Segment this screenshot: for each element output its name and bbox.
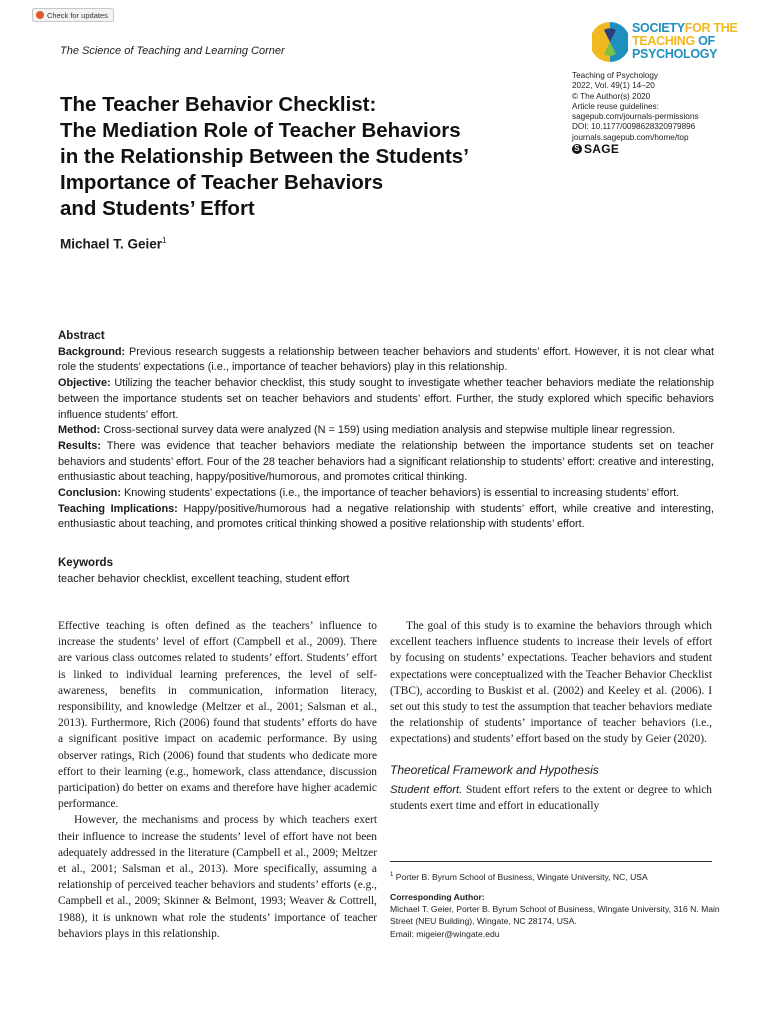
abstract-background: Background: Previous research suggests a relationship between teacher behaviors and students’ effort. However, it is not clear what role the students’ expectations (i.e., importance of teacher behaviors) play in this relationship. [58,345,715,374]
section-heading: Theoretical Framework and Hypothesis [390,762,599,777]
check-for-updates-button[interactable] [32,8,114,22]
abstract-method: Method: Cross-sectional survey data were analyzed (N = 159) using mediation analysis and stepwise multiple linear regression. [58,424,676,437]
footnotes [390,869,720,940]
journal-section-label: The Science of Teaching and Learning Corner [60,45,285,57]
body-paragraph: The goal of this study is to examine the behaviors through which excellent teachers influence students to increase their levels of effort by focusing on students’ expectations. Teacher behaviors and student expectations were conceptualized with the Teacher Behavior Checklist (TBC), according to Buskist et al. (2002) and Keeley et al. (2006). I set out this study to test the assumption that teacher behaviors mediate the relationship of students’ importance of teacher behaviors (i.e., expectations) and students’ effort based on the study by Geier (2020). [390,620,712,746]
author-name: Michael T. Geier$^1$ [60,236,167,252]
sage-logo: S SAGE [572,144,752,154]
body-paragraph: Effective teaching is often defined as the teachers’ influence to increase the students’ level of effort (Campbell et al., 2009). There are various class outcomes related to students’ effort. Students’ effort is linked to individual learning preferences, the level of self-awareness, benefits in communication, information literacy, responsibility, and knowledge (Meltzer et al., 2001; Salsman et al., 2013). Furthermore, Rich (2006) found that students’ efforts do have a significant positive impact on academic performance. By using observer ratings, Rich (2006) found that students who dedicate more effort to their learning (e.g., homework, class attendance, discussion participation) do better on exams and therefore have higher academic performance. [58,620,377,811]
body-column-right [390,618,712,814]
article-meta [572,71,752,157]
title-line: in the Relationship Between the Students’ [60,145,469,168]
volume-info: 2022, Vol. 49(1) 14–20 [572,81,655,91]
corresponding-author-label: Corresponding Author: [390,892,485,903]
article-title [60,92,560,222]
footnote-divider [390,861,712,862]
reuse-label: Article reuse guidelines: [572,101,659,111]
update-icon [36,11,44,19]
corresponding-author-text: Michael T. Geier, Porter B. Byrum School of Business, Wingate University, 316 N. Main Street (NEU Building), Wingate, NC 28174, USA. [390,904,720,927]
society-emblem-icon [592,20,628,64]
journal-home-link[interactable]: journals.sagepub.com/home/top [572,132,689,142]
body-paragraph: However, the mechanisms and process by which teachers exert their influence to increase the students’ level of effort have not been adequately addressed in the literature (Campbell et al., 2009; Meltzer et al., 2001; Salsman et al., 2013). More specifically, assuming a relationship of perceived teacher behaviors and students’ efforts (e.g., Campbell et al., 2009; Skinner & Belmont, 1993; Weaver & Cottrell, 1988), it is unknown what role the students’ importance of teacher behaviors plays in this relationship. [58,814,377,940]
abstract-conclusion: Conclusion: Knowing students’ expectations (i.e., the importance of teacher behaviors) is essential to increasing students’ effort. [58,487,680,500]
reuse-link[interactable]: sagepub.com/journals-permissions [572,112,699,122]
keywords-text: teacher behavior checklist, excellent teaching, student effort [58,573,350,585]
doi[interactable]: DOI: 10.1177/0098628320979896 [572,122,696,132]
title-line: The Teacher Behavior Checklist: [60,93,377,116]
title-line: Importance of Teacher Behaviors [60,171,384,194]
abstract-objective: Objective: Utilizing the teacher behavior checklist, this study sought to investigate whether teacher behaviors mediate the relationship between the importance students set on teacher behaviors and students’ effort. Further, the study explored which specific behaviors influence students’ effort. [58,377,714,421]
author-email[interactable]: Email: migeier@wingate.edu [390,928,500,939]
title-line: and Students’ Effort [60,197,255,220]
journal-name: Teaching of Psychology [572,71,659,80]
affiliation-footnote: $^1$ Porter B. Byrum School of Business, Wingate University, NC, USA [390,871,648,882]
body-column-left [58,618,377,942]
abstract [58,329,714,533]
keywords-heading: Keywords [58,557,113,569]
title-line: The Mediation Role of Teacher Behaviors [60,119,461,142]
society-logo: SOCIETYFOR THE TEACHING OF PSYCHOLOGY [592,18,742,70]
copyright: © The Author(s) 2020 [572,91,651,101]
abstract-implications: Teaching Implications: Happy/positive/humorous had a negative relationship with students’ effort, while creative and interesting, enthusiastic about teaching, and promotes critical thinking showed a positive relationship with students’ effort. [58,502,714,531]
abstract-heading: Abstract [58,330,105,342]
abstract-results: Results: There was evidence that teacher behaviors mediate the relationship between the importance students set on teacher behaviors and students’ effort. Four of the 28 teacher behaviors had a significant relationship to students’ effort: creative and interesting, enthusiastic about teaching, happy/positive/humorous, and promotes critical thinking. [58,439,714,484]
body-paragraph: Student effort. Student effort refers to the extent or degree to which students exert time and effort in educationally [390,783,712,813]
sage-s-icon: S [572,144,582,154]
keywords [58,555,714,587]
check-for-updates-label: Check for updates [47,10,108,20]
